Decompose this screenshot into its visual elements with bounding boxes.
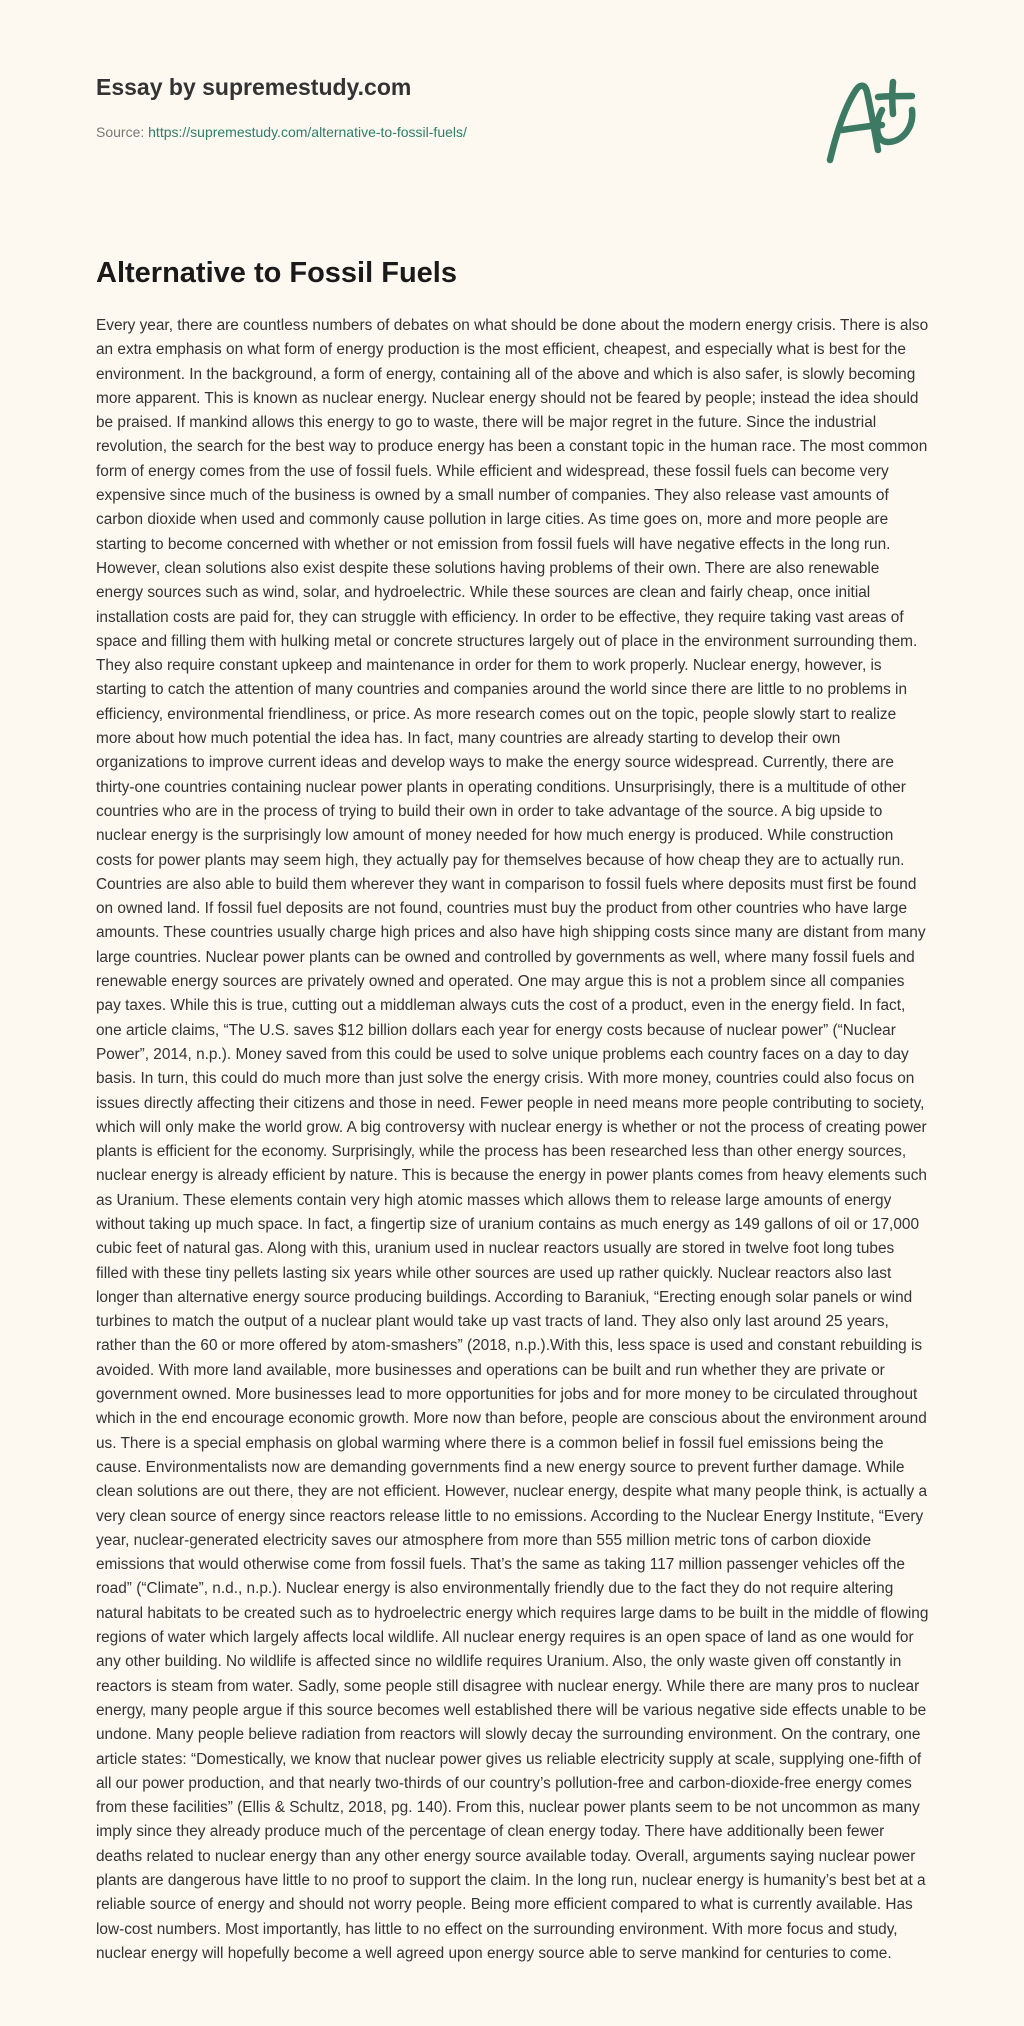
a-plus-logo-icon	[822, 70, 932, 170]
a-plus-logo	[822, 70, 932, 170]
source-label: Source:	[96, 124, 149, 140]
essay-title: Alternative to Fossil Fuels	[96, 257, 457, 289]
source-link[interactable]: https://supremestudy.com/alternative-to-fossil-fuels/	[148, 124, 467, 140]
source-line	[96, 124, 467, 140]
essay-body: Every year, there are countless numbers of debates on what should be done about the modern energy crisis. There is also an extra emphasis on what form of energy production is the most efficient, cheapest, and especially what is best for the environment. In the background, a form of energy, containing all of the above and which is also safer, is slowly becoming more apparent. This is known as nuclear energy. Nuclear energy should not be feared by people; instead the idea should be praised. If mankind allows this energy to go to waste, there will be major regret in the future. Since the industrial revolution, the search for the best way to produce energy has been a constant topic in the human race. The most common form of energy comes from the use of fossil fuels. While efficient and widespread, these fossil fuels can become very expensive since much of the business is owned by a small number of companies. They also release vast amounts of carbon dioxide when used and commonly cause pollution in large cities. As time goes on, more and more people are starting to become concerned with whether or not emission from fossil fuels will have negative effects in the long run. However, clean solutions also exist despite these solutions having problems of their own. There are also renewable energy sources such as wind, solar, and hydroelectric. While these sources are clean and fairly cheap, once initial installation costs are paid for, they can struggle with efficiency. In order to be effective, they require taking vast areas of space and filling them with hulking metal or concrete structures largely out of place in the environment surrounding them. They also require constant upkeep and maintenance in order for them to work properly. Nuclear energy, however, is starting to catch the attention of many countries and companies around the world since there are little to no problems in efficiency, environmental friendliness, or price. As more research comes out on the topic, people slowly start to realize more about how much potential the idea has. In fact, many countries are already starting to develop their own organizations to improve current ideas and develop ways to make the energy source widespread. Currently, there are thirty-one countries containing nuclear power plants in operating conditions. Unsurprisingly, there is a multitude of other countries who are in the process of trying to build their own in order to take advantage of the source. A big upside to nuclear energy is the surprisingly low amount of money needed for how much energy is produced. While construction costs for power plants may seem high, they actually pay for themselves because of how cheap they are to actually run. Countries are also able to build them wherever they want in comparison to fossil fuels where deposits must first be found on owned land. If fossil fuel deposits are not found, countries must buy the product from other countries who have large amounts. These countries usually charge high prices and also have high shipping costs since many are distant from many large countries. Nuclear power plants can be owned and controlled by governments as well, where many fossil fuels and renewable energy sources are privately owned and operated. One may argue this is not a problem since all companies pay taxes. While this is true, cutting out a middleman always cuts the cost of a product, even in the energy field. In fact, one article claims, “The U.S. saves $12 billion dollars each year for energy costs because of nuclear power” (“Nuclear Power”, 2014, n.p.). Money saved from this could be used to solve unique problems each country faces on a day to day basis. In turn, this could do much more than just solve the energy crisis. With more money, countries could also focus on issues directly affecting their citizens and those in need. Fewer people in need means more people contributing to society, which will only make the world grow. A big controversy with nuclear energy is whether or not the process of creating power plants is efficient for the economy. Surprisingly, while the process has been researched less than other energy sources, nuclear energy is already efficient by nature. This is because the energy in power plants comes from heavy elements such as Uranium. These elements contain very high atomic masses which allows them to release large amounts of energy without taking up much space. In fact, a fingertip size of uranium contains as much energy as 149 gallons of oil or 17,000 cubic feet of natural gas. Along with this, uranium used in nuclear reactors usually are stored in twelve foot long tubes filled with these tiny pellets lasting six years while other sources are used up rather quickly. Nuclear reactors also last longer than alternative energy source producing buildings. According to Baraniuk, “Erecting enough solar panels or wind turbines to match the output of a nuclear plant would take up vast tracts of land. They also only last around 25 years, rather than the 60 or more offered by atom-smashers” (2018, n.p.).With this, less space is used and constant rebuilding is avoided. With more land available, more businesses and operations can be built and run whether they are private or government owned. More businesses lead to more opportunities for jobs and for more money to be circulated throughout which in the end encourage economic growth. More now than before, people are conscious about the environment around us. There is a special emphasis on global warming where there is a common belief in fossil fuel emissions being the cause. Environmentalists now are demanding governments find a new energy source to prevent further damage. While clean solutions are out there, they are not efficient. However, nuclear energy, despite what many people think, is actually a very clean source of energy since reactors release little to no emissions. According to the Nuclear Energy Institute, “Every year, nuclear-generated electricity saves our atmosphere from more than 555 million metric tons of carbon dioxide emissions that would otherwise come from fossil fuels. That’s the same as taking 117 million passenger vehicles off the road” (“Climate”, n.d., n.p.). Nuclear energy is also environmentally friendly due to the fact they do not require altering natural habitats to be created such as to hydroelectric energy which requires large dams to be built in the middle of flowing regions of water which largely affects local wildlife. All nuclear energy requires is an open space of land as one would for any other building. No wildlife is affected since no wildlife requires Uranium. Also, the only waste given off constantly in reactors is steam from water. Sadly, some people still disagree with nuclear energy. While there are many pros to nuclear energy, many people argue if this source becomes well established there will be various negative side effects unable to be undone. Many people believe radiation from reactors will slowly decay the surrounding environment. On the contrary, one article states: “Domestically, we know that nuclear power gives us reliable electricity supply at scale, supplying one-fifth of all our power production, and that nearly two-thirds of our country’s pollution-free and carbon-dioxide-free energy comes from these facilities” (Ellis & Schultz, 2018, pg. 140). From this, nuclear power plants seem to be not uncommon as many imply since they already produce much of the percentage of clean energy today. There have additionally been fewer deaths related to nuclear energy than any other energy source available today. Overall, arguments saying nuclear power plants are dangerous have little to no proof to support the claim. In the long run, nuclear energy is humanity’s best bet at a reliable source of energy and should not worry people. Being more efficient compared to what is currently available. Has low-cost numbers. Most importantly, has little to no effect on the surrounding environment. With more focus and study, nuclear energy will hopefully become a well agreed upon energy source able to serve mankind for centuries to come.	[96, 317, 929, 1962]
site-title: Essay by supremestudy.com	[96, 74, 412, 100]
